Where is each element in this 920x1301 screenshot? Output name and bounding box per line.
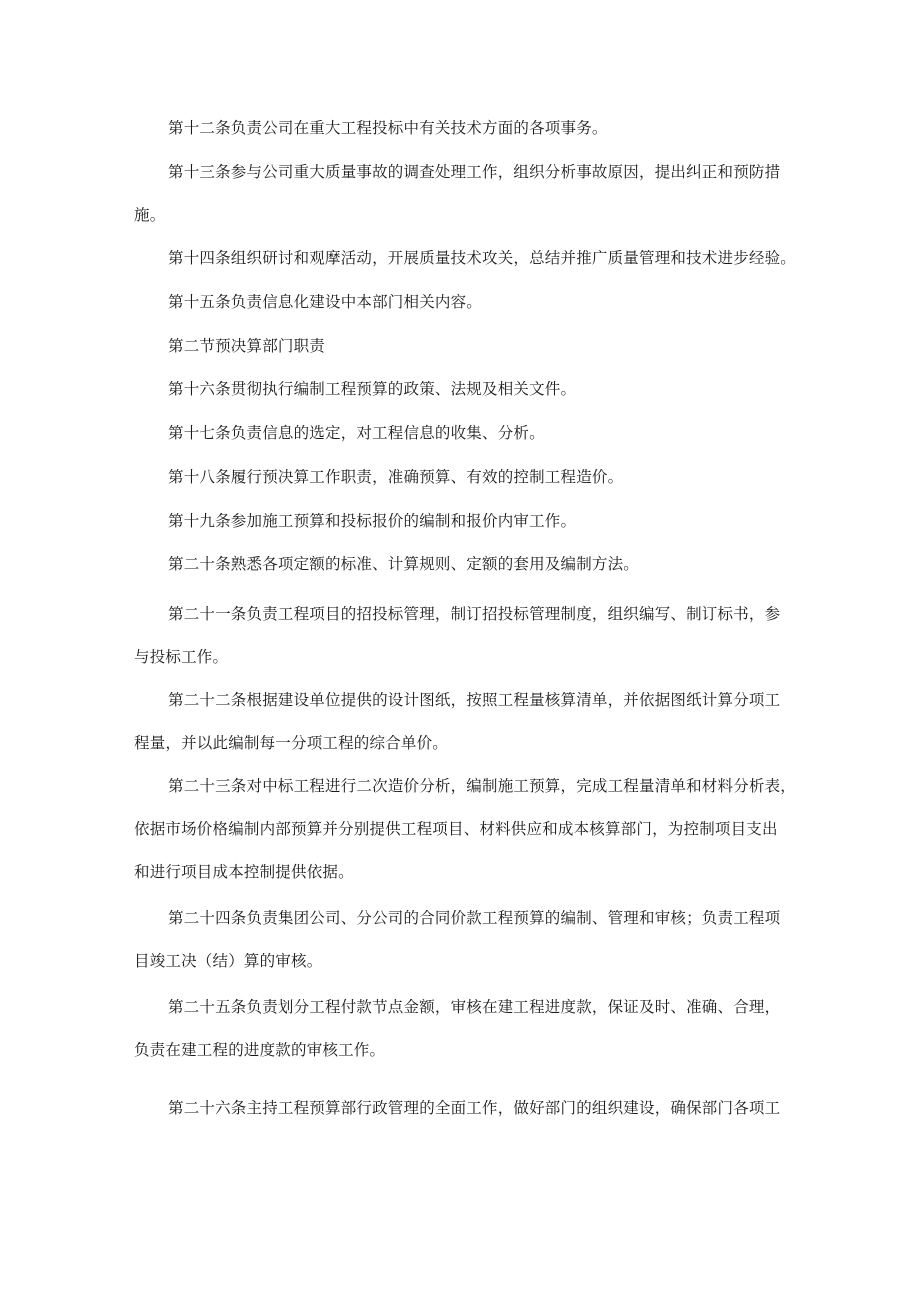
text-line: 和进行项目成本控制提供依据。: [134, 863, 354, 881]
text-line: 第十九条参加施工预算和投标报价的编制和报价内审工作。: [168, 512, 577, 530]
text-line: 第二十二条根据建设单位提供的设计图纸，按照工程量核算清单，并依据图纸计算分项工: [168, 691, 781, 709]
text-line: 第二十四条负责集团公司、分公司的合同价款工程预算的编制、管理和审核；负责工程项: [168, 909, 781, 927]
text-line: 负责在建工程的进度款的审核工作。: [134, 1041, 386, 1059]
text-line: 程量，并以此编制每一分项工程的综合单价。: [134, 734, 449, 752]
text-line: 依据市场价格编制内部预算并分别提供工程项目、材料供应和成本核算部门，为控制项目支出: [134, 820, 778, 838]
text-line: 第十二条负责公司在重大工程投标中有关技术方面的各项事务。: [168, 119, 608, 137]
text-line: 第二十三条对中标工程进行二次造价分析，编制施工预算，完成工程量清单和材料分析表，: [168, 777, 797, 795]
text-line: 第二十五条负责划分工程付款节点金额，审核在建工程进度款，保证及时、准确、合理，: [168, 998, 781, 1016]
text-line: 第二节预决算部门职责: [168, 337, 326, 355]
text-line: 第二十条熟悉各项定额的标准、计算规则、定额的套用及编制方法。: [168, 555, 640, 573]
text-line: 施。: [134, 206, 166, 224]
text-line: 第二十六条主持工程预算部行政管理的全面工作，做好部门的组织建设，确保部门各项工: [168, 1099, 781, 1117]
text-line: 第十六条贯彻执行编制工程预算的政策、法规及相关文件。: [168, 380, 577, 398]
text-line: 第十五条负责信息化建设中本部门相关内容。: [168, 293, 483, 311]
text-line: 目竣工决（结）算的审核。: [134, 952, 323, 970]
text-line: 第二十一条负责工程项目的招投标管理，制订招投标管理制度，组织编写、制订标书，参: [168, 605, 781, 623]
text-line: 第十三条参与公司重大质量事故的调查处理工作，组织分析事故原因，提出纠正和预防措: [168, 163, 781, 181]
text-line: 第十四条组织研讨和观摩活动，开展质量技术攻关，总结并推广质量管理和技术进步经验。: [168, 249, 797, 267]
text-line: 第十八条履行预决算工作职责，准确预算、有效的控制工程造价。: [168, 468, 624, 486]
text-line: 第十七条负责信息的选定，对工程信息的收集、分析。: [168, 424, 545, 442]
text-line: 与投标工作。: [134, 648, 229, 666]
